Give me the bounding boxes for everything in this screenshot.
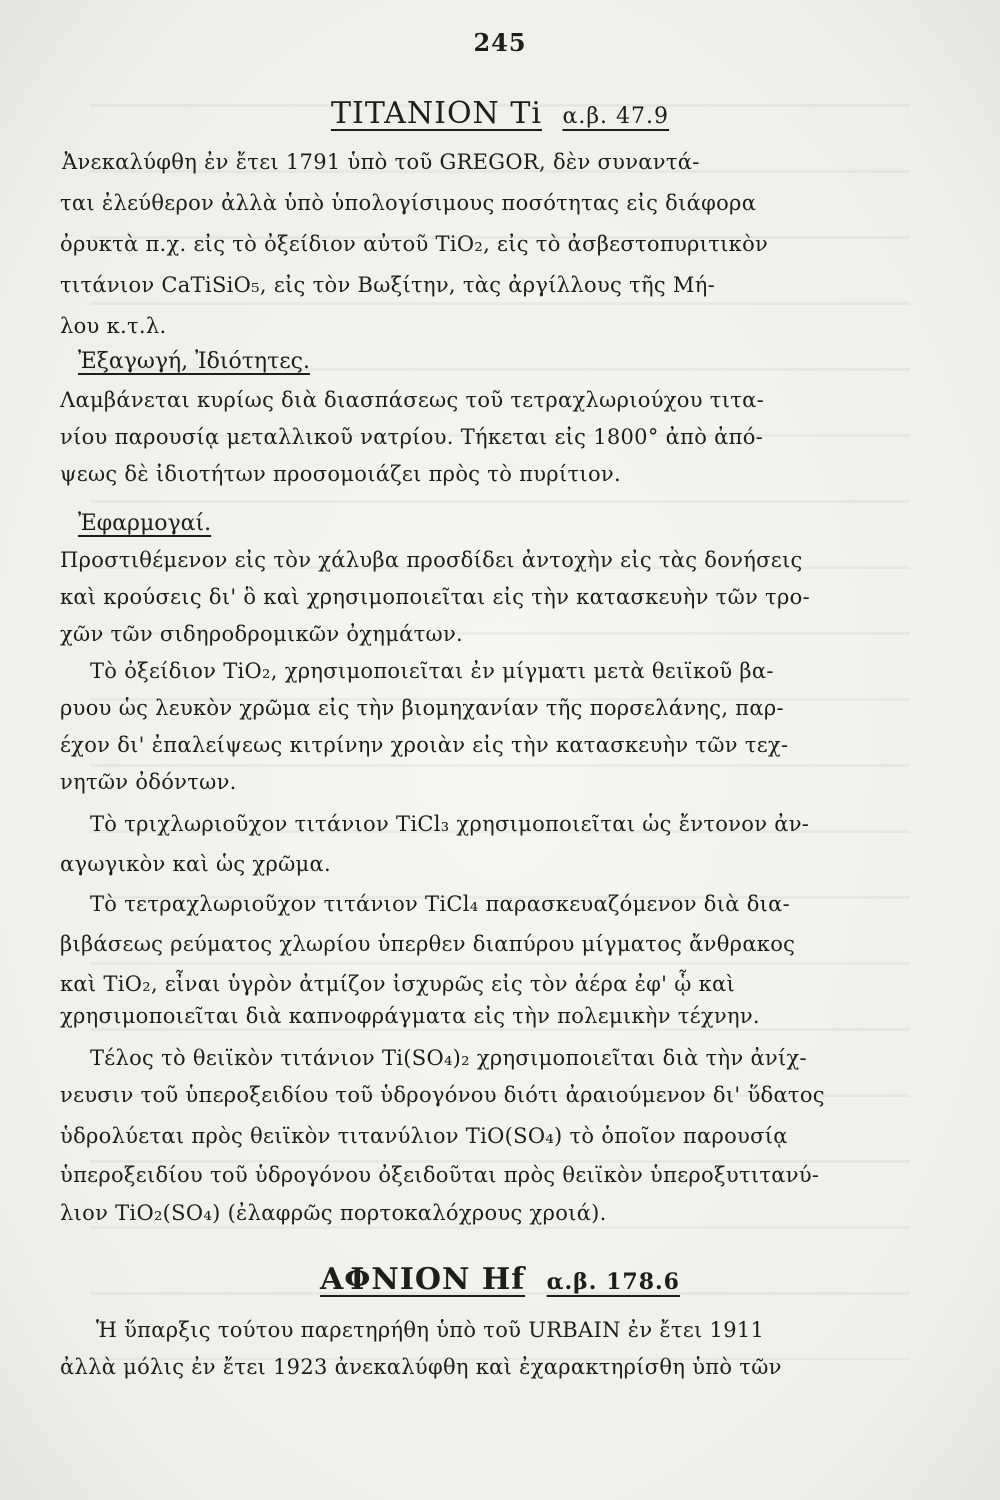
applications-line: καὶ κρούσεις δι' ὃ καὶ χρησιμοποιεῖται εἰς τὴν κατασκευὴν τῶν τρο- <box>60 585 810 609</box>
hafnium-line: ἀλλὰ μόλις ἐν ἔτει 1923 ἀνεκαλύφθη καὶ ἐχαρακτηρίσθη ὑπὸ τῶν <box>60 1355 782 1379</box>
applications-line: αγωγικὸν καὶ ὡς χρῶμα. <box>60 852 331 876</box>
discovery-line: ται ἐλεύθερον ἀλλὰ ὑπὸ ὑπολογίσιμους ποσότητας εἰς διάφορα <box>60 191 757 215</box>
applications-line: λιον TiO₂(SO₄) (ἐλαφρῶς πορτοκαλόχρους χροιά). <box>60 1201 607 1225</box>
applications-line: Τὸ ὀξείδιον TiO₂, χρησιμοποιεῖται ἐν μίγματι μετὰ θειϊκοῦ βα- <box>90 659 774 683</box>
applications-heading: Ἐφαρμογαί. <box>78 511 212 536</box>
discovery-line: τιτάνιον CaTiSiO₅, εἰς τὸν Βωξίτην, τὰς ἀργίλλους τῆς Μή- <box>60 273 715 297</box>
discovery-line: λου κ.τ.λ. <box>60 314 167 338</box>
applications-line: ρυου ὡς λευκὸν χρῶμα εἰς τὴν βιομηχανίαν τῆς πορσελάνης, παρ- <box>60 696 784 720</box>
applications-line: χρησιμοποιεῖται διὰ καπνοφράγματα εἰς τὴν πολεμικὴν τέχνην. <box>60 1004 760 1028</box>
extraction-line: Λαμβάνεται κυρίως διὰ διασπάσεως τοῦ τετραχλωριούχου τιτα- <box>60 388 765 412</box>
hafnium-line: Ἡ ὕπαρξις τούτου παρετηρήθη ὑπὸ τοῦ URBAIN ἐν ἔτει 1911 <box>96 1318 765 1342</box>
hafnium-title <box>0 1262 1000 1297</box>
extraction-line: ψεως δὲ ἰδιοτήτων προσομοιάζει πρὸς τὸ πυρίτιον. <box>60 462 621 486</box>
hafnium-title-text: ΑΦΝΙΟΝ Hf <box>320 1262 526 1297</box>
titanium-atomic-weight: α.β. 47.9 <box>562 104 670 129</box>
titanium-title-text: TITANION Ti <box>330 96 542 131</box>
applications-line: χῶν τῶν σιδηροδρομικῶν ὀχημάτων. <box>60 622 464 646</box>
applications-line: καὶ TiO₂, εἶναι ὑγρὸν ἀτμίζον ἰσχυρῶς εἰς τὸν ἀέρα ἐφ' ᾧ καὶ <box>60 972 736 996</box>
extraction-line: νίου παρουσίᾳ μεταλλικοῦ νατρίου. Τήκεται εἰς 1800° ἀπὸ ἀπό- <box>60 425 764 449</box>
applications-line: Τέλος τὸ θειϊκὸν τιτάνιον Ti(SO₄)₂ χρησιμοποιεῖται διὰ τὴν ἀνίχ- <box>90 1046 807 1070</box>
extraction-heading: Ἐξαγωγή, Ἰδιότητες. <box>78 349 310 374</box>
applications-line: βιβάσεως ρεύματος χλωρίου ὑπερθεν διαπύρου μίγματος ἄνθρακος <box>60 932 796 956</box>
titanium-title <box>0 96 1000 131</box>
applications-line: νευσιν τοῦ ὑπεροξειδίου τοῦ ὑδρογόνου διότι ἀραιούμενον δι' ὕδατος <box>60 1083 825 1107</box>
applications-line: νητῶν ὀδόντων. <box>60 770 237 794</box>
applications-line: ὑδρολύεται πρὸς θειϊκὸν τιτανύλιον TiO(SO₄) τὸ ὁποῖον παρουσίᾳ <box>60 1124 788 1148</box>
discovery-line: Ἀνεκαλύφθη ἐν ἔτει 1791 ὑπὸ τοῦ GREGOR, δὲν συναντά- <box>62 150 700 174</box>
hafnium-atomic-weight: α.β. 178.6 <box>546 1269 680 1295</box>
applications-line: έχον δι' ἐπαλείψεως κιτρίνην χροιὰν εἰς τὴν κατασκευὴν τῶν τεχ- <box>60 733 789 757</box>
applications-line: Προστιθέμενον εἰς τὸν χάλυβα προσδίδει ἀντοχὴν εἰς τὰς δονήσεις <box>60 548 803 572</box>
discovery-line: ὀρυκτὰ π.χ. εἰς τὸ ὀξείδιον αὐτοῦ TiO₂, εἰς τὸ ἀσβεστοπυριτικὸν <box>60 232 769 256</box>
applications-line: Τὸ τετραχλωριοῦχον τιτάνιον TiCl₄ παρασκευαζόμενον διὰ δια- <box>90 892 791 916</box>
page-number: 245 <box>473 28 527 57</box>
applications-line: Τὸ τριχλωριοῦχον τιτάνιον TiCl₃ χρησιμοποιεῖται ὡς ἔντονον ἀν- <box>90 812 810 836</box>
applications-line: ὑπεροξειδίου τοῦ ὑδρογόνου ὀξειδοῦται πρὸς θειϊκὸν ὑπεροξυτιτανύ- <box>60 1163 820 1187</box>
